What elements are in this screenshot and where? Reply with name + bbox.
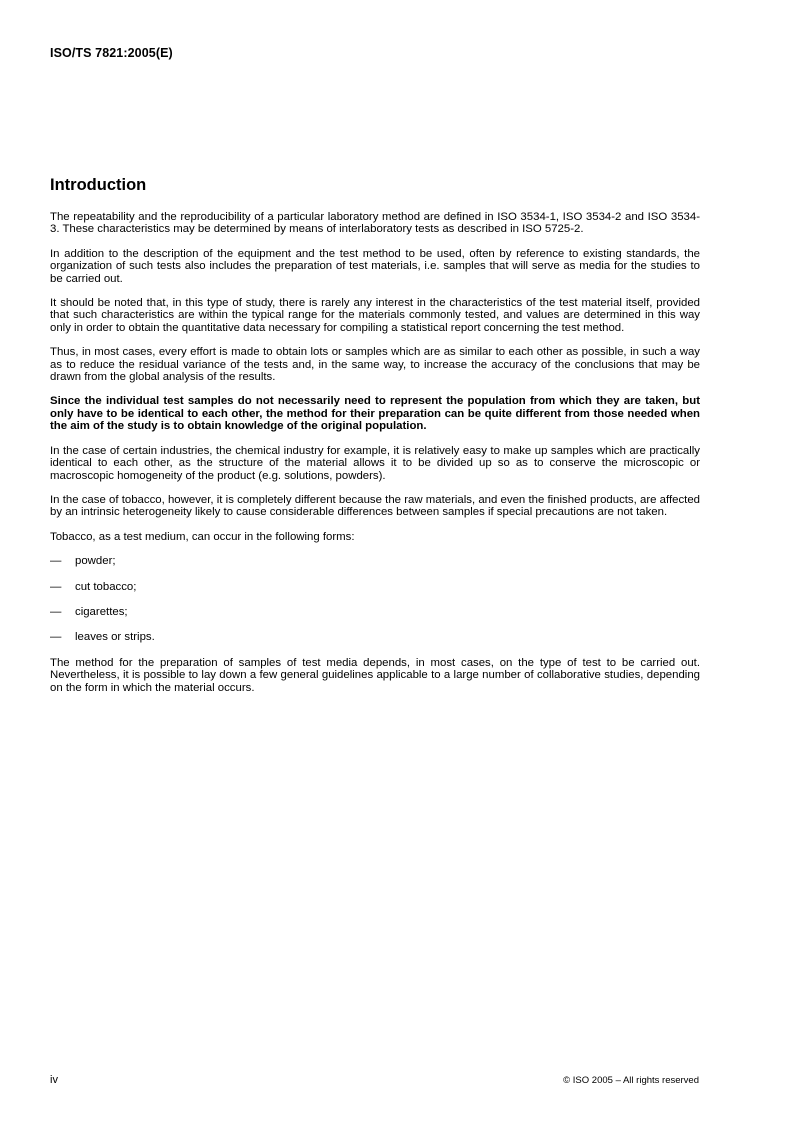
- list-item: [50, 606, 700, 618]
- main-content: [50, 176, 700, 706]
- closing-paragraph: The method for the preparation of samples of test media depends, in most cases, on the type of test to be carried out. Nevertheless, it is possible to lay down a few general guidelines applicable to a large number of collaborative studies, depending on the form in which the material occurs.: [50, 656, 700, 694]
- paragraph-1: The repeatability and the reproducibility of a particular laboratory method are defined in ISO 3534-1, ISO 3534-2 and ISO 3534-3. These characteristics may be determined by means of interlaboratory tests as described in ISO 5725-2.: [50, 211, 700, 236]
- list-item: [50, 581, 700, 593]
- list-item-text: powder;: [75, 555, 116, 568]
- paragraph-4: Thus, in most cases, every effort is made to obtain lots or samples which are as similar to each other as possible, in such a way as to reduce the residual variance of the tests and, in the same way, to increase the accuracy of the conclusions that may be drawn from the global analysis of the results.: [50, 346, 700, 384]
- document-id: ISO/TS 7821:2005(E): [50, 46, 173, 60]
- section-title: Introduction: [50, 176, 147, 194]
- list-dash: —: [50, 555, 62, 568]
- list-item-text: leaves or strips.: [75, 631, 155, 644]
- list-dash: —: [50, 605, 62, 618]
- list-item-text: cigarettes;: [75, 605, 128, 618]
- paragraph-3: It should be noted that, in this type of study, there is rarely any interest in the characteristics of the test material itself, provided that such characteristics are within the typical range for the materials commonly tested, and values are determined in this way only in order to obtain the quantitative data necessary for compiling a statistical report concerning the test method.: [50, 297, 700, 334]
- page-number: iv: [50, 1074, 58, 1086]
- list-item-text: cut tobacco;: [75, 580, 137, 593]
- paragraph-8: Tobacco, as a test medium, can occur in the following forms:: [50, 530, 355, 543]
- paragraph-7: In the case of tobacco, however, it is completely different because the raw materials, and even the finished products, are affected by an intrinsic heterogeneity likely to cause considerable differences between samples if special precautions are not taken.: [50, 493, 700, 519]
- paragraph-6: In the case of certain industries, the chemical industry for example, it is relatively easy to make up samples which are practically identical to each other, as the structure of the material allows it to be divided up so as to conserve the microscopic or macroscopic homogeneity of the product (e.g. solutions, powders).: [50, 444, 700, 482]
- list-dash: —: [50, 580, 62, 593]
- list-dash: —: [50, 631, 62, 644]
- copyright-notice: © ISO 2005 – All rights reserved: [563, 1075, 699, 1086]
- paragraph-5-emphasis: Since the individual test samples do not necessarily need to represent the population from which they are taken, but only have to be identical to each other, the method for their preparation can be quite different from those needed when the aim of the study is to obtain knowledge of the original population.: [50, 395, 700, 433]
- tobacco-forms-list: [50, 555, 700, 644]
- list-item: [50, 631, 700, 643]
- list-item: [50, 555, 700, 567]
- paragraph-2: In addition to the description of the equipment and the test method to be used, often by reference to existing standards, the organization of such tests also includes the preparation of test materials, i.e. samples that will serve as media for the studies to be carried out.: [50, 247, 700, 285]
